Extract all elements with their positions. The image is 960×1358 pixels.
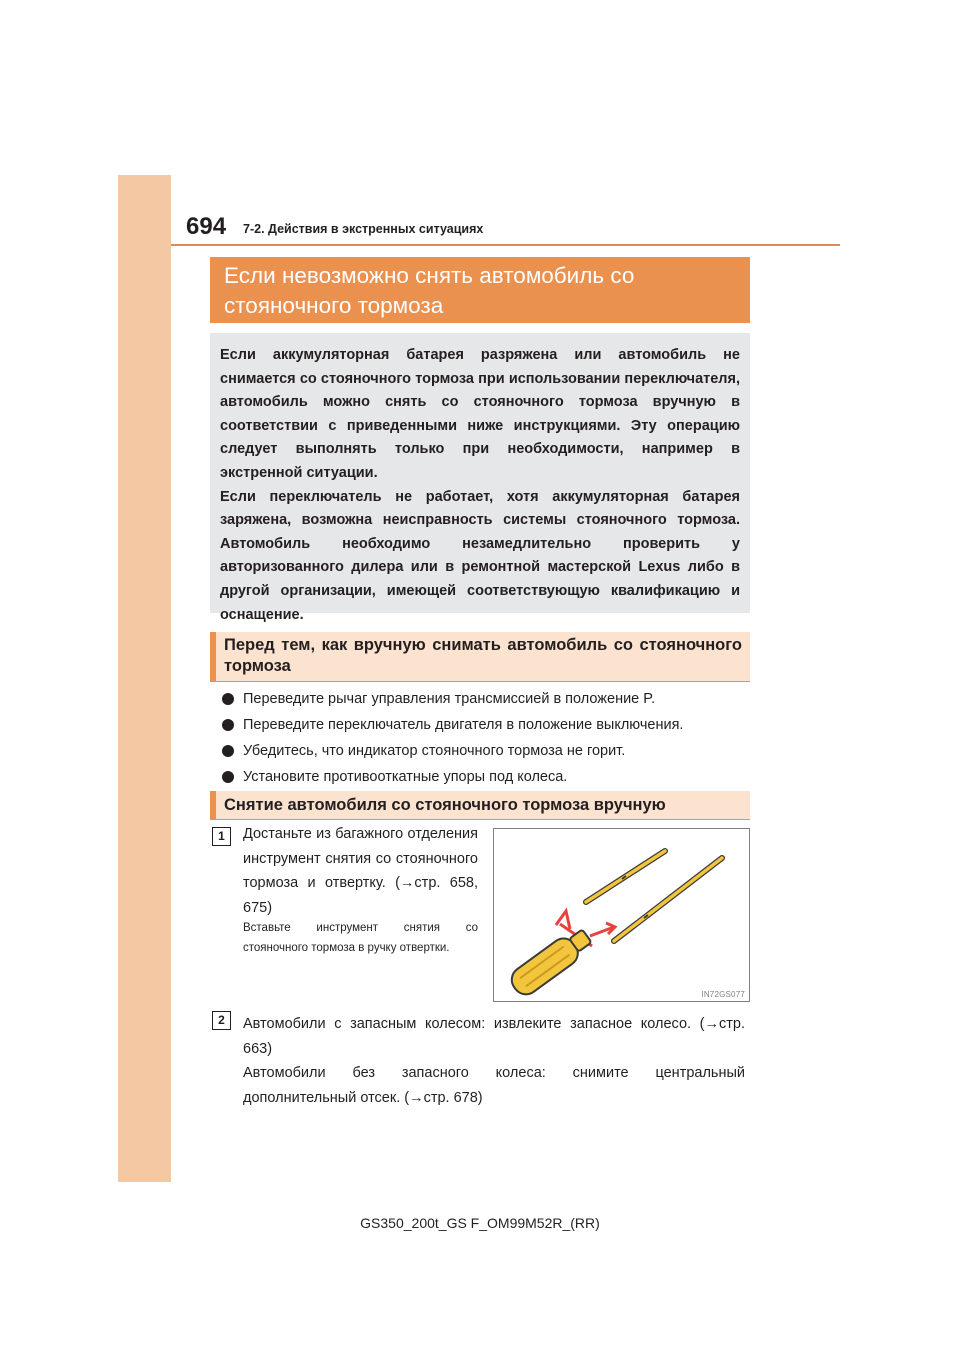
list-item	[222, 712, 752, 738]
bullet-icon	[222, 719, 234, 731]
before-section-heading	[210, 632, 750, 682]
header-rule	[171, 244, 840, 246]
page-title-line-1: Если невозможно снять автомобиль со	[224, 263, 635, 288]
list-item-text: Убедитесь, что индикатор стояночного тормоза не горит.	[243, 743, 626, 759]
screwdriver-figure	[493, 828, 750, 1002]
bullet-icon	[222, 745, 234, 757]
bullet-icon	[222, 771, 234, 783]
page-title-box	[210, 257, 750, 323]
intro-paragraph-2: Если переключатель не работает, хотя аккумуляторная батарея заряжена, возможна неисправность системы стояночного тормоза. Автомобиль необходимо незамедлительно проверить у авторизованного дилера или в ремонтной мастерской Lexus либо в другой организации, имеющей соответствующую квалификацию и оснащение.	[220, 488, 740, 623]
list-item-text: Переведите переключатель двигателя в положение выключения.	[243, 717, 684, 733]
footer-manual-code: GS350_200t_GS F_OM99M52R_(RR)	[360, 1215, 600, 1231]
intro-box	[210, 333, 750, 623]
step-2-text	[243, 1012, 745, 1110]
step-2-line-2: Автомобили без запасного колеса: снимите центральный дополнительный отсек. (→стр. 678)	[243, 1065, 745, 1106]
step-2-line-1: Автомобили с запасным колесом: извлеките запасное колесо. (→стр. 663)	[243, 1016, 745, 1057]
intro-paragraph-1: Если аккумуляторная батарея разряжена или автомобиль не снимается со стояночного тормоза при использовании переключателя, автомобиль можно снять со стояночного тормоза вручную в соответствии с приведенными ниже инструкциями. Эту операцию следует выполнять только при необходимости, например в экстренной ситуации.	[220, 347, 740, 481]
list-item-text: Переведите рычаг управления трансмиссией в положение P.	[243, 691, 656, 707]
page-title-line-2: стояночного тормоза	[224, 293, 444, 318]
list-item	[222, 764, 752, 790]
step-1-text: Достаньте из багажного отделения инструмент снятия со стояночного тормоза и отвертку. (→стр. 658, 675)	[243, 826, 478, 916]
manual-section-heading-text: Снятие автомобиля со стояночного тормоза вручную	[224, 796, 666, 814]
side-color-band	[118, 175, 171, 1182]
before-section-heading-text: Перед тем, как вручную снимать автомобиль со стояночного тормоза	[224, 636, 742, 675]
step-number-2: 2	[212, 1011, 231, 1030]
figure-code: IN72GS077	[701, 990, 745, 999]
step-1-note: Вставьте инструмент снятия со стояночного тормоза в ручку отвертки.	[243, 922, 478, 954]
screwdriver-and-tool-icon	[494, 829, 751, 1003]
bullet-icon	[222, 693, 234, 705]
list-item	[222, 738, 752, 764]
page-number: 694	[186, 213, 227, 240]
precaution-list	[222, 686, 752, 790]
step-number-1: 1	[212, 827, 231, 846]
manual-section-heading	[210, 791, 750, 820]
section-label: 7-2. Действия в экстренных ситуациях	[243, 222, 484, 236]
list-item-text: Установите противооткатные упоры под колеса.	[243, 769, 568, 785]
list-item	[222, 686, 752, 712]
